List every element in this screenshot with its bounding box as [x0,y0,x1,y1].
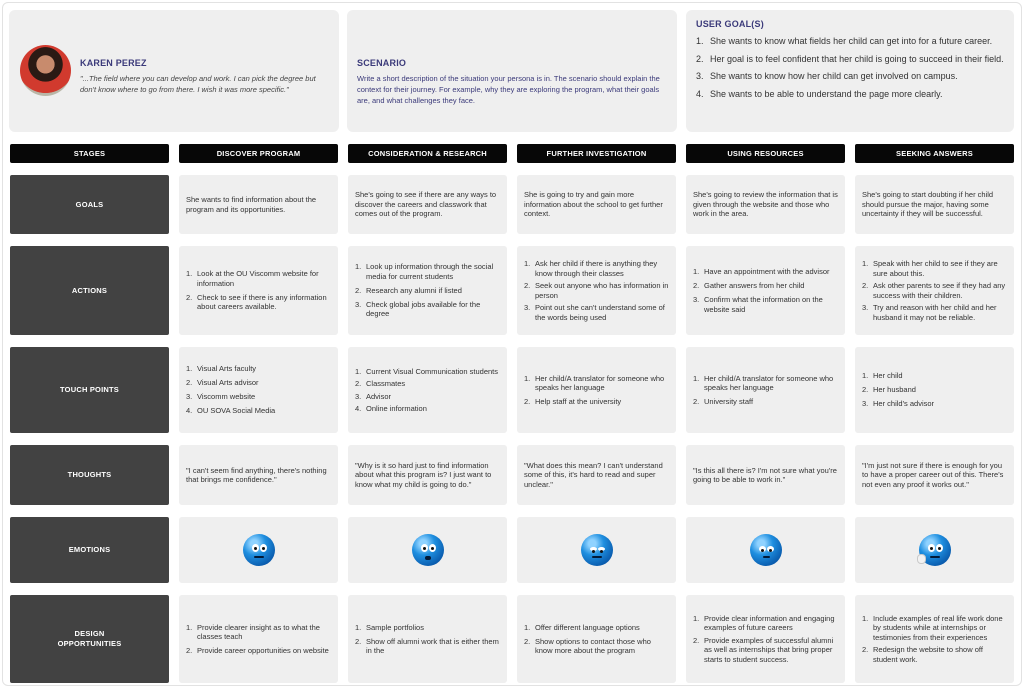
actions-cell [686,246,845,335]
actions-cell [348,246,507,335]
touch-points-cell [348,347,507,433]
list-item: 1. Her child/A translator for someone who speaks her language [693,373,834,392]
design-opportunities-cell [348,595,507,683]
row-label-emotions: EMOTIONS [10,517,169,583]
list-item: 1. Include examples of real life work done by students while at internships or testimonies from their experiences [862,613,1003,642]
emotions-cell [179,517,338,583]
list-item: 2. Redesign the website to show off student work. [862,645,983,664]
emotions-cell [517,517,676,583]
row-label-thoughts: THOUGHTS [10,445,169,505]
thoughts-cell: "I'm just not sure if there is enough for you to have a proper career out of this. There's not even any proof it works out." [855,445,1014,505]
design-opportunities-cell [855,595,1014,683]
list-item: 2. Seek out anyone who has information in person [524,281,669,300]
goals-cell: She is going to try and gain more information about the school to get further context. [517,175,676,234]
touch-points-cell [686,347,845,433]
list-item: 3. Advisor [355,391,392,401]
list-item: 2. Check to see if there is any information about careers available. [186,292,327,312]
emotions-cell [348,517,507,583]
user-goals-title: USER GOAL(S) [696,19,764,29]
list-item: 3. Point out she can't understand some of the words being used [524,303,665,322]
list-item: 1. Current Visual Communication students [355,366,499,376]
list-item: 3. Her child's advisor [862,399,935,409]
worried-emoji-icon [412,534,444,566]
doubtful-emoji-icon [919,534,951,566]
list-item: 2. University staff [693,397,754,406]
goals-cell: She's going to see if there are any ways to discover the careers and classwork that comes out of the program. [348,175,507,234]
actions-cell [855,246,1014,335]
list-item: 1. Have an appointment with the advisor [693,267,830,276]
thoughts-cell: "Is this all there is? I'm not sure what you're going to be able to work in." [686,445,845,505]
list-item: 1. Sample portfolios [355,622,424,632]
emotions-cell [686,517,845,583]
row-label-design-opportunities: DESIGN OPPORTUNITIES [10,595,169,683]
list-item: 1. Speak with her child to see if they are sure about this. [862,259,998,278]
list-item: 3. Confirm what the information on the website said [693,295,823,314]
touch-points-cell [517,347,676,433]
list-item: 1. Ask her child if there is anything they know through their classes [524,259,658,278]
design-opportunities-cell [517,595,676,683]
list-item: 2. Show off alumni work that is either them in the [355,636,499,655]
thoughts-cell: "I can't seem find anything, there's nothing that brings me confidence." [179,445,338,505]
row-label-touch-points: TOUCH POINTS [10,347,169,433]
list-item: 1. Provide clearer insight as to what the classes teach [186,622,320,641]
list-item: 1. Provide clear information and engaging examples of future careers [693,613,835,633]
list-item: 4. OU SOVA Social Media [186,406,276,416]
user-goal-item: 3. She wants to know how her child can get involved on campus. [696,71,958,81]
list-item: 4. Online information [355,404,427,413]
goals-cell: She's going to start doubting if her child should pursue the major, having some uncertainty if they will be successful. [855,175,1014,234]
list-item: 2. Provide examples of successful alumni as well as internships that bring proper starts to student success. [693,635,834,664]
user-goal-item: 4. She wants to be able to understand the page more clearly. [696,88,943,99]
stage-discover-program: DISCOVER PROGRAM [179,144,338,163]
scenario-text: Write a short description of the situation your persona is in. The scenario should explain the context for their journey. For example, why they are exploring the program, what their goals are, and what challenges they face. [357,74,660,105]
touch-points-cell [179,347,338,433]
thinking-emoji-icon [243,534,275,566]
list-item: 3. Check global jobs available for the degree [355,299,481,319]
actions-cell [179,246,338,335]
list-item: 2. Gather answers from her child [693,281,805,290]
user-goal-item: 1. She wants to know what fields her child can get into for a future career. [696,36,993,46]
list-item: 1. Visual Arts faculty [186,364,257,374]
list-item: 3. Try and reason with her child and her husband it may not be reliable. [862,303,997,322]
persona-quote: "...The field where you can develop and work. I can pick the degree but don't know where to go from there. I wish it was more specific." [80,74,316,94]
persona-name: KAREN PEREZ [80,58,147,68]
list-item: 2. Ask other parents to see if they had any success with their children. [862,281,1006,300]
list-item: 2. Visual Arts advisor [186,378,259,388]
stages-header: STAGES [10,144,169,163]
list-item: 1. Her child [862,371,903,381]
list-item: 2. Classmates [355,379,406,388]
user-goals-list [696,35,1006,105]
row-label-goals: GOALS [10,175,169,234]
stage-further-investigation: FURTHER INVESTIGATION [517,144,676,163]
user-goal-item: 2. Her goal is to feel confident that her child is going to succeed in their field. [696,53,1004,64]
list-item: 1. Look up information through the social media for current students [355,262,494,281]
touch-points-cell [855,347,1014,433]
persona-card [9,10,339,132]
list-item: 2. Show options to contact those who know more about the program [524,636,651,655]
row-label-actions: ACTIONS [10,246,169,335]
list-item: 2. Help staff at the university [524,397,622,406]
list-item: 1. Offer different language options [524,622,640,632]
actions-cell [517,246,676,335]
confused-emoji-icon [581,534,613,566]
stage-consideration-research: CONSIDERATION & RESEARCH [348,144,507,163]
avatar [20,45,71,96]
stage-seeking-answers: SEEKING ANSWERS [855,144,1014,163]
scenario-title: SCENARIO [357,58,407,68]
design-opportunities-cell [686,595,845,683]
list-item: 2. Her husband [862,385,916,395]
list-item: 3. Viscomm website [186,392,256,402]
skeptical-emoji-icon [750,534,782,566]
scenario-card [347,10,677,132]
goals-cell: She's going to review the information that is given through the website and those who work in the area. [686,175,845,234]
stage-using-resources: USING RESOURCES [686,144,845,163]
design-opportunities-cell [179,595,338,683]
thoughts-cell: "Why is it so hard just to find information about what this program is? I just want to know what my child is going to do." [348,445,507,505]
list-item: 1. Her child/A translator for someone who speaks her language [524,373,665,392]
thoughts-cell: "What does this mean? I can't understand some of this, it's hard to read and super unclear." [517,445,676,505]
list-item: 2. Provide career opportunities on website [186,646,329,655]
user-goals-card [686,10,1014,132]
list-item: 1. Look at the OU Viscomm website for information [186,269,319,288]
goals-cell: She wants to find information about the program and its opportunities. [179,175,338,234]
emotions-cell [855,517,1014,583]
list-item: 2. Research any alumni if listed [355,285,462,295]
